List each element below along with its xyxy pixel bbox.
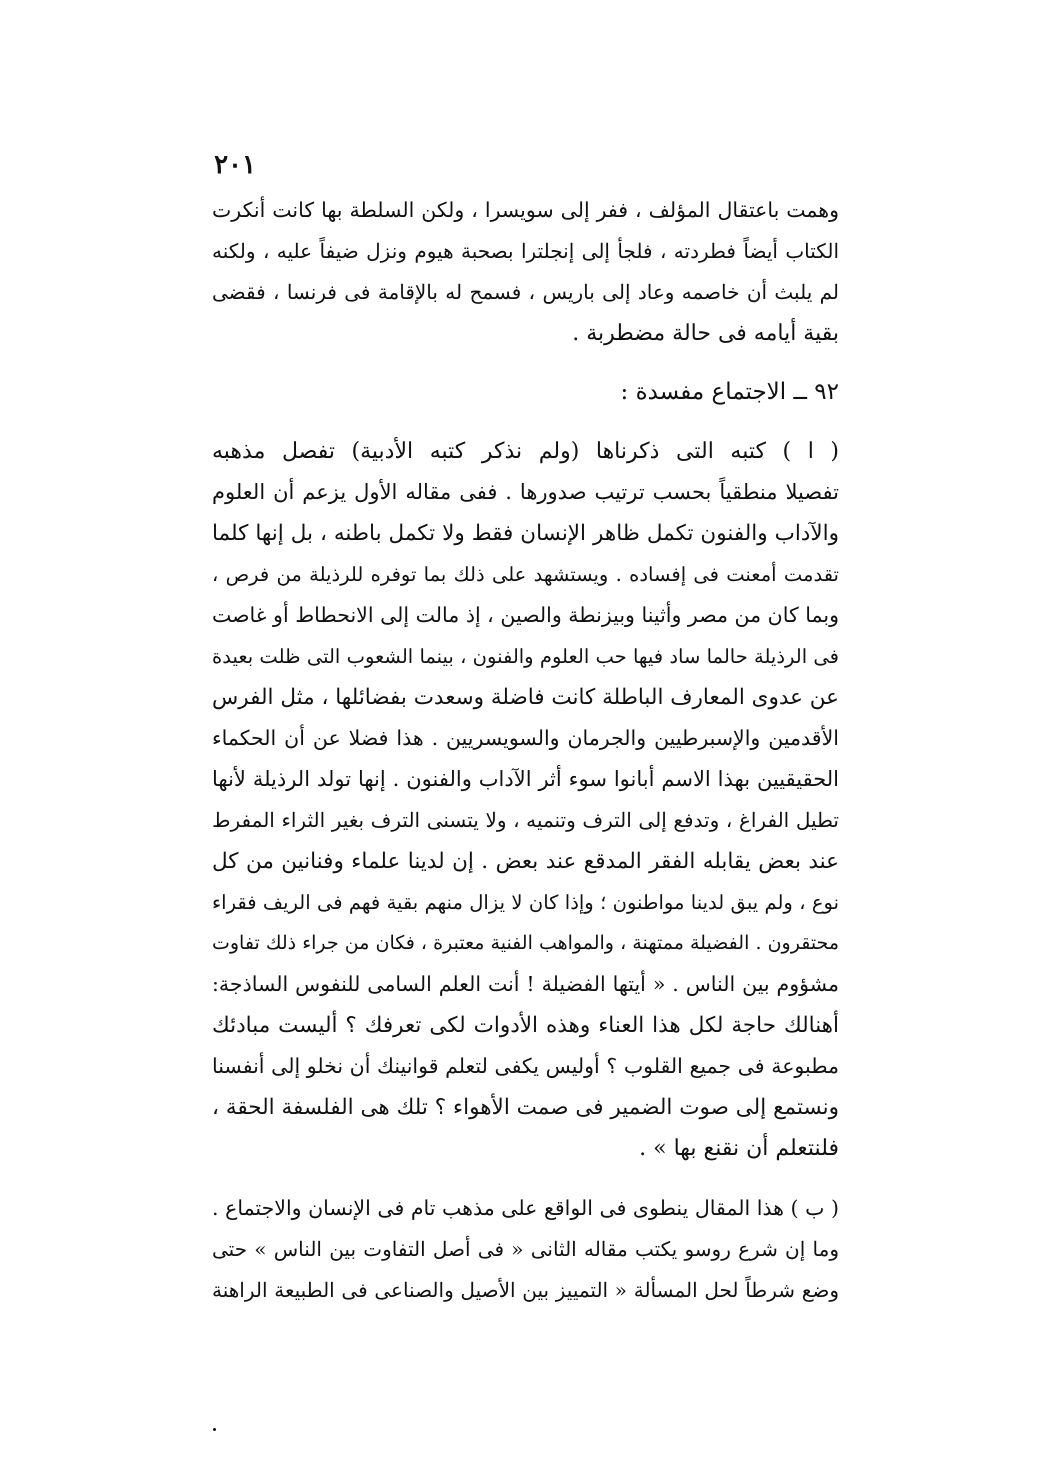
text-line: ونستمع إلى صوت الضمير فى صمت الأهواء ؟ تلك هى الفلسفة الحقة ، <box>212 1095 839 1120</box>
text-line: ( ا ) كتبه التى ذكرناها (ولم نذكر كتبه الأدبية) تفصل مذهبه <box>212 439 839 464</box>
text-line: محتقرون . الفضيلة ممتهنة ، والمواهب الفنية معتبرة ، فكان من جراء ذلك تفاوت <box>212 932 839 954</box>
text-line: الأقدمين والإسبرطيين والجرمان والسويسريين . هذا فضلا عن أن الحكماء <box>212 726 839 750</box>
text-line: فلنتعلم أن نقنع بها » . <box>639 1136 839 1161</box>
text-line: تطيل الفراغ ، وتدفع إلى الترف وتنميه ، ولا يتسنى الترف بغير الثراء المفرط <box>212 808 839 832</box>
text-line: بقية أيامه فى حالة مضطربة . <box>572 321 839 346</box>
text-line: والآداب والفنون تكمل ظاهر الإنسان فقط ولا تكمل باطنه ، بل إنها كلما <box>212 521 839 546</box>
text-line: الكتاب أيضاً فطردته ، فلجأ إلى إنجلترا بصحبة هيوم ونزل ضيفاً عليه ، ولكنه <box>212 239 839 263</box>
text-line: أهنالك حاجة لكل هذا العناء وهذه الأدوات لكى تعرفك ؟ أليست مبادئك <box>212 1013 839 1038</box>
text-line: وضع شرطاً لحل المسألة « التمييز بين الأصيل والصناعى فى الطبيعة الراهنة <box>212 1278 839 1302</box>
page-number: ٢٠١ <box>214 150 256 180</box>
text-line: ( ب ) هذا المقال ينطوى فى الواقع على مذهب تام فى الإنسان والاجتماع . <box>212 1196 839 1220</box>
intro-paragraph <box>212 190 839 354</box>
text-line: عن عدوى المعارف الباطلة كانت فاضلة وسعدت بفضائلها ، مثل الفرس <box>212 685 839 710</box>
text-line: مطبوعة فى جميع القلوب ؟ أوليس يكفى لتعلم قوانينك أن نخلو إلى أنفسنا <box>212 1054 839 1078</box>
text-line: مشؤوم بين الناس . « أيتها الفضيلة ! أنت العلم السامى للنفوس الساذجة: <box>212 972 839 996</box>
text-line: وما إن شرع روسو يكتب مقاله الثانى « فى أصل التفاوت بين الناس » حتى <box>212 1237 839 1261</box>
text-line: وهمت باعتقال المؤلف ، ففر إلى سويسرا ، ولكن السلطة بها كانت أنكرت <box>212 198 839 222</box>
text-line: الحقيقيين بهذا الاسم أبانوا سوء أثر الآداب والفنون . إنها تولد الرذيلة لأنها <box>212 767 839 791</box>
paragraph-b <box>212 1188 839 1311</box>
text-line: فى الرذيلة حالما ساد فيها حب العلوم والفنون ، بينما الشعوب التى ظلت بعيدة <box>212 645 839 668</box>
text-line: وبما كان من مصر وأثينا وبيزنطة والصين ، إذ مالت إلى الانحطاط أو غاصت <box>212 603 839 627</box>
text-line: لم يلبث أن خاصمه وعاد إلى باريس ، فسمح له بالإقامة فى فرنسا ، فقضى <box>212 280 839 304</box>
text-line: تفصيلا منطقياً بحسب ترتيب صدورها . ففى مقاله الأول يزعم أن العلوم <box>212 480 839 504</box>
paragraph-a <box>212 431 839 1169</box>
text-line: عند بعض يقابله الفقر المدقع عند بعض . إن لدينا علماء وفنانين من كل <box>212 849 839 874</box>
text-line: تقدمت أمعنت فى إفساده . ويستشهد على ذلك بما توفره للرذيلة من فرص ، <box>212 563 839 586</box>
section-heading: ٩٢ ــ الاجتماع مفسدة : <box>620 379 839 405</box>
print-mark <box>213 1428 216 1431</box>
text-line: نوع ، ولم يبق لدينا مواطنون ؛ وإذا كان لا يزال منهم بقية فهم فى الريف فقراء <box>212 891 839 914</box>
